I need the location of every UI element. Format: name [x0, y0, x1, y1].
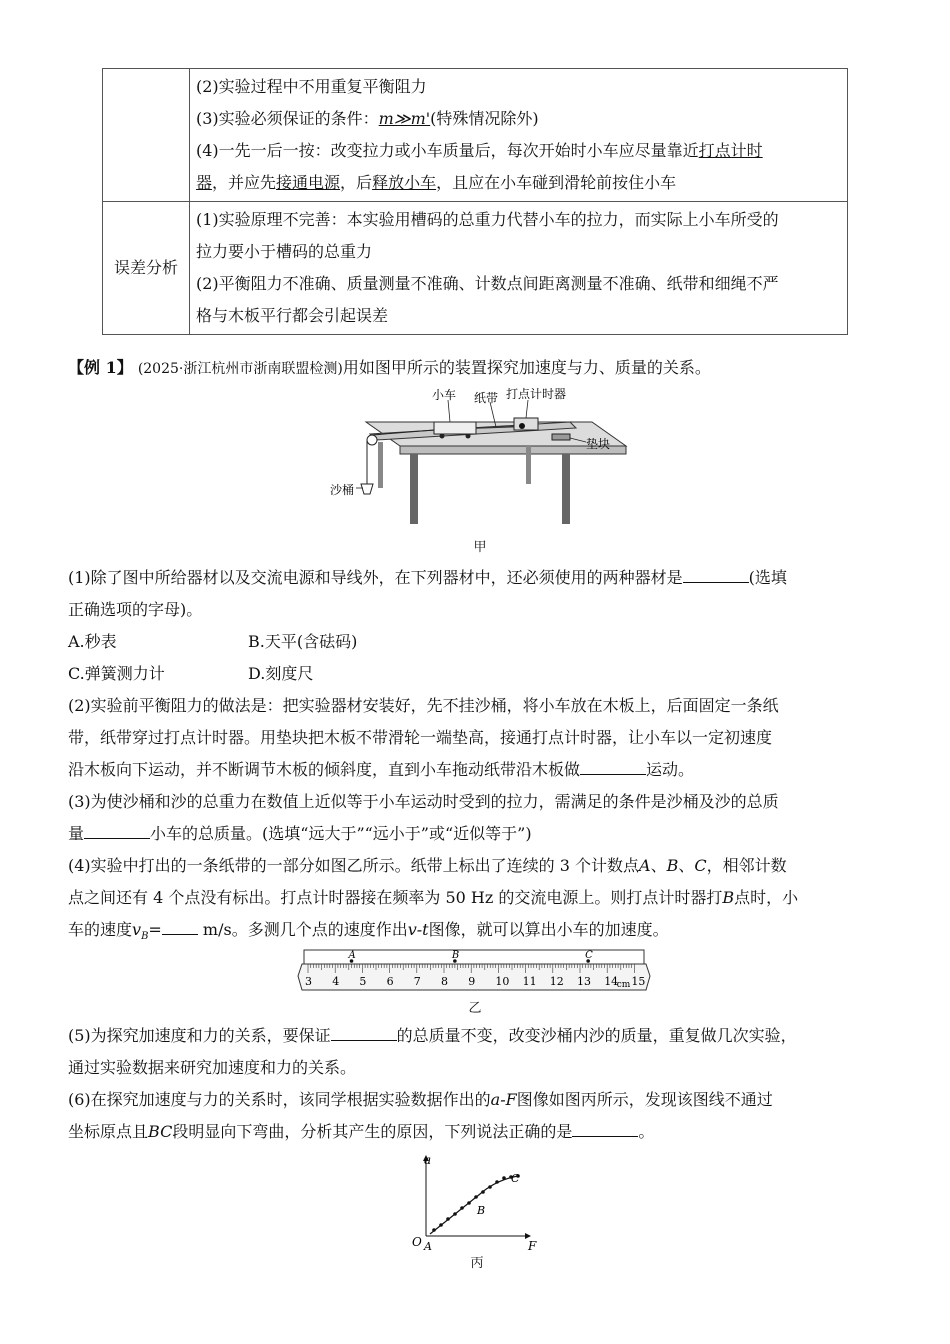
q3-line1: (3)为使沙桶和沙的总重力在数值上近似等于小车运动时受到的拉力，需满足的条件是沙桶及沙的总质 [68, 792, 779, 811]
table-head-empty [103, 69, 190, 202]
option-d[interactable]: D.刻度尺 [248, 664, 314, 683]
ruler-unit: cm [616, 980, 631, 990]
graph-dot [495, 1180, 499, 1184]
graph-dot [474, 1195, 478, 1199]
axis-a-label: a [424, 1153, 432, 1167]
q6-line1: (6)在探究加速度与力的关系时，该同学根据实验数据作出的a-F图像如图丙所示，发现该图线不通过 [68, 1090, 773, 1109]
figure-bing-graph [404, 1150, 554, 1258]
label-car: 小车 [432, 388, 457, 402]
axis-f-label: F [528, 1239, 537, 1253]
graph-dot [446, 1217, 450, 1221]
note-item: (2)实验过程中不用重复平衡阻力 [196, 77, 427, 96]
q3-line2: 量 小车的总质量。(选填“远大于”“远小于”或“近似等于”) [68, 818, 883, 850]
table-cell [190, 69, 848, 202]
graph-curve [430, 1176, 518, 1234]
option-c[interactable]: C.弹簧测力计 [68, 664, 165, 683]
ruler-tick-label: 14 [604, 975, 619, 988]
ruler-tick-label: 9 [468, 975, 476, 988]
caption-jia: 甲 [473, 540, 487, 555]
graph-dot [481, 1190, 485, 1194]
figure-yi-ruler [296, 946, 652, 996]
label-bucket: 沙桶 [330, 483, 355, 497]
graph-dot [488, 1185, 492, 1189]
table-head-error-analysis: 误差分析 [103, 202, 190, 335]
q2-line2: 带，纸带穿过打点计时器。用垫块把木板不带滑轮一端垫高，接通打点计时器，让小车以一定初速度 [68, 728, 773, 747]
origin-label: O [412, 1235, 422, 1249]
graph-dot [432, 1228, 436, 1232]
ruler-tick-label: 11 [522, 975, 537, 988]
ruler-tick-label: 10 [495, 975, 510, 988]
example-text: 用如图甲所示的装置探究加速度与力、质量的关系。 [342, 358, 711, 377]
answer-blank[interactable] [572, 1116, 638, 1137]
table-row [103, 69, 848, 202]
note-line: 拉力要小于槽码的总重力 [196, 242, 373, 261]
q2-line1: (2)实验前平衡阻力的做法是：把实验器材安装好，先不挂沙桶，将小车放在木板上，后面固定一条纸 [68, 696, 779, 715]
answer-blank[interactable] [162, 914, 198, 935]
condition-formula: m≫m' [378, 109, 431, 128]
table-cell [190, 202, 848, 335]
figure-jia [330, 386, 630, 554]
q5-line1: (5)为探究加速度和力的关系，要保证 的总质量不变，改变沙桶内沙的质量，重复做几次实验， [68, 1020, 883, 1052]
label-block: 垫块 [586, 437, 611, 451]
note-line: (2)平衡阻力不准确、质量测量不准确、计数点间距离测量不准确、纸带和细绳不严 [196, 274, 779, 293]
answer-blank[interactable] [331, 1020, 397, 1041]
q2-line3: 沿木板向下运动，并不断调节木板的倾斜度，直到小车拖动纸带沿木板做 运动。 [68, 754, 883, 786]
note-line: (1)实验原理不完善：本实验用槽码的总重力代替小车的拉力，而实际上小车所受的 [196, 210, 779, 229]
label-tape: 纸带 [474, 391, 499, 405]
q4-line1: (4)实验中打出的一条纸带的一部分如图乙所示。纸带上标出了连续的 3 个计数点A、B、C，相邻计数 [68, 856, 787, 875]
ruler-tick-label: 4 [332, 975, 340, 988]
table-row [103, 202, 848, 335]
graph-dot [453, 1212, 457, 1216]
ruler-tick-label: 8 [441, 975, 448, 988]
note-item: (4)一先一后一按：改变拉力或小车质量后，每次开始时小车应尽量靠近打点计时 [196, 141, 763, 160]
label-timer: 打点计时器 [506, 387, 567, 401]
point-a-label: A [424, 1240, 432, 1253]
ruler-tick-label: 13 [577, 975, 591, 988]
q1-line1: (1)除了图中所给器材以及交流电源和导线外，在下列器材中，还必须使用的两种器材是 (选填 [68, 562, 883, 594]
tape-point-label: C [585, 950, 593, 961]
option-b[interactable]: B.天平(含砝码) [248, 632, 358, 651]
note-item: (3)实验必须保证的条件：m≫m'(特殊情况除外) [196, 109, 539, 128]
graph-dot [460, 1206, 464, 1210]
example-source: (2025·浙江杭州市浙南联盟检测) [137, 361, 343, 377]
note-item: 器，并应先接通电源，后释放小车，且应在小车碰到滑轮前按住小车 [196, 173, 677, 192]
example-heading [68, 352, 883, 385]
q1-options-row2 [68, 658, 883, 690]
answer-blank[interactable] [84, 818, 150, 839]
point-b-label: B [477, 1204, 486, 1217]
note-line: 格与木板平行都会引起误差 [196, 306, 389, 325]
tape-point-label: B [451, 950, 460, 961]
point-c-label: C [511, 1172, 520, 1185]
graph-dot [439, 1223, 443, 1227]
q1-line2: 正确选项的字母)。 [68, 600, 203, 619]
graph-dot [502, 1176, 506, 1180]
answer-blank[interactable] [580, 754, 646, 775]
ruler-tick-label: 5 [359, 975, 367, 988]
q4-line3: 车的速度$v_B= m/s$。多测几个点的速度作出v-t图像，就可以算出小车的加速度。 [68, 914, 883, 953]
graph-dot [467, 1201, 471, 1205]
ruler-tick-label: 6 [386, 975, 394, 988]
answer-blank[interactable] [683, 562, 749, 583]
caption-bing: 丙 [470, 1256, 484, 1271]
ruler-tick-label: 7 [413, 975, 421, 988]
example-label: 【例 1】 [68, 358, 133, 377]
caption-yi: 乙 [468, 1001, 482, 1016]
notes-table [102, 68, 848, 335]
ruler-tick-label: 12 [549, 975, 564, 988]
q6-line2: 坐标原点且BC段明显向下弯曲，分析其产生的原因，下列说法正确的是 。 [68, 1116, 883, 1148]
q4-line2: 点之间还有 4 个点没有标出。打点计时器接在频率为 50 Hz 的交流电源上。则打点计时器打B点时，小 [68, 888, 799, 907]
ruler-tick-label: 3 [305, 975, 312, 988]
q5-line2: 通过实验数据来研究加速度和力的关系。 [68, 1058, 357, 1077]
q1-options-row1 [68, 626, 883, 658]
option-a[interactable]: A.秒表 [68, 632, 117, 651]
ruler-tick-label: 15 [631, 975, 646, 988]
tape-point-label: A [348, 950, 356, 961]
